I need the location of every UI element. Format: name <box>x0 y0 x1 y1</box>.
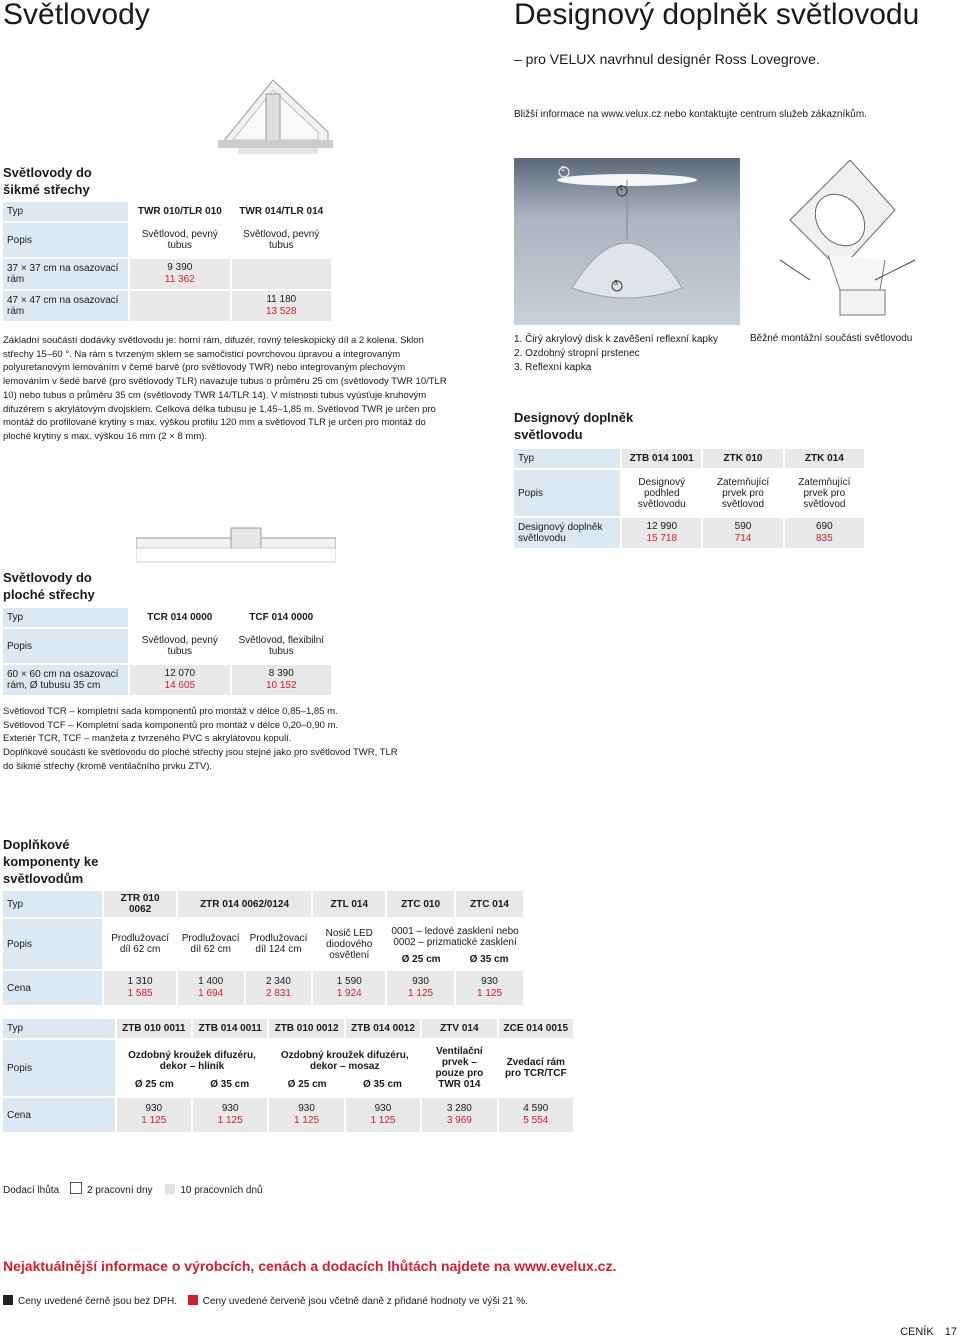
design-section-title: Designový doplněk světlovodu <box>514 410 634 442</box>
popis-label: Popis <box>514 470 620 516</box>
col-header: ZTR 014 0062/0124 <box>178 891 312 917</box>
size-label: Ø 25 cm <box>134 1078 174 1090</box>
right-subtitle: – pro VELUX navrhnul designér Ross Lovegrove. <box>514 51 820 67</box>
price-net: 2 340 <box>265 976 291 987</box>
cena-label: Cena <box>3 1098 115 1132</box>
price-net: 8 390 <box>268 668 294 679</box>
price-net: 930 <box>374 1103 392 1114</box>
text-line: Světlovod TCF – Kompletní sada komponentů pro montáž v délce 0,20–0,90 m. <box>3 719 339 731</box>
price-gross: 1 924 <box>336 988 362 999</box>
product-description: Světlovod, pevný tubus <box>130 629 229 663</box>
price-gross: 1 125 <box>294 1115 320 1126</box>
callout-1: 1 <box>619 185 623 192</box>
product-description: Zvedací rám pro TCR/TCF <box>499 1040 573 1096</box>
size-label: Ø 25 cm <box>287 1078 327 1090</box>
price-gross: 835 <box>815 533 833 544</box>
price-net: 930 <box>412 976 429 987</box>
size-label: 60 × 60 cm na osazovací rám, Ø tubusu 35 cm <box>3 665 128 695</box>
product-description: Prodlužovací díl 124 cm <box>246 919 312 969</box>
price-gross: 2 831 <box>265 988 291 999</box>
text-line: do šikmé střechy (kromě ventilačního prvku ZTV). <box>3 760 213 772</box>
price-gross: 3 969 <box>446 1115 472 1126</box>
page-footer <box>900 1326 957 1338</box>
col-header: ZTV 014 <box>422 1019 496 1038</box>
flat-roof-illustration <box>136 526 336 566</box>
flat-price-table <box>1 606 333 697</box>
price-gross: 1 125 <box>141 1115 167 1126</box>
price-net: 930 <box>481 976 498 987</box>
col-header: ZTB 014 1001 <box>622 449 701 468</box>
price-net: 1 590 <box>336 976 362 987</box>
price-net: 4 590 <box>523 1103 549 1114</box>
price-notes <box>3 1295 528 1307</box>
price-note-red: Ceny uvedené červeně jsou včetně daně z přidané hodnoty ve výši 21 %. <box>202 1296 528 1307</box>
tube-illustration <box>780 160 920 330</box>
product-description: Světlovod, flexibilní tubus <box>232 629 331 663</box>
col-header: TCF 014 0000 <box>232 608 331 627</box>
flat-description-text <box>3 705 448 774</box>
price-gross: 1 125 <box>477 988 503 999</box>
product-description: Ventilační prvek – pouze pro TWR 014 <box>422 1040 496 1096</box>
size-label: Ø 25 cm <box>401 954 441 965</box>
col-header: TWR 014/TLR 014 <box>232 202 331 221</box>
col-header: ZTR 010 0062 <box>104 891 175 917</box>
black-square-icon <box>3 1295 13 1305</box>
components-table-2 <box>1 1017 575 1134</box>
right-page-title: Designový doplněk světlovodu <box>514 0 920 31</box>
price-gross: 5 554 <box>523 1115 549 1126</box>
common-parts-label: Běžné montážní součásti světlovodu <box>750 333 913 344</box>
price-net: 930 <box>298 1103 315 1114</box>
popis-label: Popis <box>3 1040 115 1096</box>
col-header: ZTB 014 0012 <box>346 1019 420 1038</box>
col-header: TCR 014 0000 <box>130 608 229 627</box>
price-gross: 14 605 <box>164 680 196 691</box>
price-net: 1 310 <box>127 976 153 987</box>
price-gross: 1 125 <box>217 1115 243 1126</box>
price-gross: 13 528 <box>265 306 297 317</box>
col-header: ZTB 010 0012 <box>269 1019 343 1038</box>
product-description: Světlovod, pevný tubus <box>232 223 331 257</box>
legend-swatch-grey <box>165 1184 175 1194</box>
product-description: Světlovod, pevný tubus <box>130 223 229 257</box>
product-description: Zatemňující prvek pro světlovod <box>703 470 782 516</box>
parts-item: 3. Reflexní kapka <box>514 362 592 373</box>
text-line: Světlovod TCR – kompletní sada komponentů pro montáž v délce 0,85–1,85 m. <box>3 706 338 717</box>
price-net: 930 <box>145 1103 163 1114</box>
design-photo <box>514 158 740 325</box>
page-label: CENÍK <box>900 1326 934 1338</box>
popis-label: Popis <box>3 919 102 969</box>
col-header: TWR 010/TLR 010 <box>130 202 229 221</box>
text-line: Exteriér TCR, TCF – manžeta z tvrzeného PVC s akrylátovou kopulí. <box>3 733 292 745</box>
sloped-price-table <box>1 200 333 323</box>
col-header: ZTB 014 0011 <box>193 1019 267 1038</box>
typ-label: Typ <box>3 608 128 627</box>
price-net: 12 990 <box>646 521 678 532</box>
footer-note: Nejaktuálnější informace o výrobcích, cenách a dodacích lhůtách najdete na www.evelux.cz. <box>3 1258 617 1274</box>
col-header: ZTK 014 <box>785 449 864 468</box>
col-header: ZTL 014 <box>313 891 385 917</box>
page-number: 17 <box>944 1326 957 1338</box>
red-square-icon <box>188 1295 198 1305</box>
price-gross: 714 <box>734 533 752 544</box>
legend-item: 2 pracovní dny <box>86 1185 153 1196</box>
parts-item: 1. Čirý akrylový disk k zavěšení reflexní kapky <box>514 334 718 345</box>
components-section-title: Doplňkové komponenty ke světlovodům <box>3 837 99 886</box>
design-parts-list <box>514 333 718 375</box>
delivery-legend <box>3 1182 263 1196</box>
price-net: 1 400 <box>198 976 224 987</box>
price-gross: 1 694 <box>198 988 224 999</box>
price-gross: 1 125 <box>370 1115 396 1126</box>
price-net: 3 280 <box>446 1103 472 1114</box>
legend-item: 10 pracovních dnů <box>180 1185 263 1196</box>
typ-label: Typ <box>3 202 128 221</box>
popis-label: Popis <box>3 629 128 663</box>
product-description: Nosič LED diodového osvětlení <box>313 919 385 969</box>
design-price-table <box>512 447 866 550</box>
product-description: Prodlužovací díl 62 cm <box>178 919 244 969</box>
col-header: ZTB 010 0011 <box>117 1019 191 1038</box>
sloped-description-text: Základní součástí dodávky světlovodu je: horní rám, difuzér, rovný teleskopický díl a 2 kolena. Sklon střechy 15–60 °. Na rám s tvrzeným sklem se samočisticí povrchovou úpravou a integrovaným polyuretanovým lemováním v černé barvě (pro světlovody TWR) nebo integrovaným plechovým lemováním v šedé barvě (pro světlovody TLR) navazuje tubus o průměru 25 cm (světlovody TWR 10/TLR 10) nebo tubus o průměru 35 cm (světlovody TWR 14/TLR 14). V místnosti tubus vyúsťuje kruhovým difuzérem s akrylátovým dvojsklem. Celková délka tubusu je 1,45–1,85 m. Světlovod TWR je určen pro montáž do profilované krytiny s max. výškou profilu 120 mm a světlovod TLR je určen pro montáž do ploché krytiny s max. výškou 16 mm (2 × 8 mm). <box>3 335 447 442</box>
row-label: Designový doplněk světlovodu <box>514 518 620 548</box>
cena-label: Cena <box>3 971 102 1005</box>
legend-swatch-white <box>70 1182 82 1194</box>
price-net: 12 070 <box>164 668 196 679</box>
price-net: 690 <box>815 521 833 532</box>
typ-label: Typ <box>3 891 102 917</box>
price-gross: 15 718 <box>646 533 678 544</box>
product-description: Zatemňující prvek pro světlovod <box>785 470 864 516</box>
typ-label: Typ <box>3 1019 115 1038</box>
popis-label: Popis <box>3 223 128 257</box>
legend-label: Dodací lhůta <box>3 1185 60 1196</box>
product-description: Prodlužovací díl 62 cm <box>104 919 175 969</box>
size-label: 37 × 37 cm na osazovací rám <box>3 259 128 289</box>
col-header: ZTC 010 <box>387 891 454 917</box>
price-gross: 1 585 <box>127 988 153 999</box>
text-line: Doplňkové součásti ke světlovodu do ploché střechy jsou stejné jako pro světlovod TWR, TLR <box>3 747 398 759</box>
parts-item: 2. Ozdobný stropní prstenec <box>514 348 640 359</box>
flat-section-title: Světlovody do ploché střechy <box>3 570 95 602</box>
size-label: Ø 35 cm <box>210 1078 250 1090</box>
right-info: Bližší informace na www.velux.cz nebo kontaktujte centrum služeb zákazníkům. <box>514 109 867 120</box>
price-net: 930 <box>221 1103 239 1114</box>
left-page-title: Světlovody <box>3 0 150 31</box>
ztc-description: 0001 – ledové zasklení nebo 0002 – prizmatické zasklení <box>387 923 523 951</box>
col-header: ZTK 010 <box>703 449 782 468</box>
sloped-section-title: Světlovody do šikmé střechy <box>3 165 92 197</box>
callout-2: 2 <box>561 166 565 173</box>
price-gross: 1 125 <box>408 988 434 999</box>
typ-label: Typ <box>514 449 620 468</box>
price-gross: 11 362 <box>164 274 195 285</box>
components-table-1 <box>1 889 525 1007</box>
price-gross: 10 152 <box>265 680 297 691</box>
price-net: 9 390 <box>167 262 193 273</box>
callout-3: 3 <box>614 280 618 287</box>
price-net: 11 180 <box>266 294 297 305</box>
size-label: Ø 35 cm <box>469 954 509 965</box>
ring-description: Ozdobný kroužek difuzéru, dekor – mosaz <box>280 1049 409 1072</box>
col-header: ZCE 014 0015 <box>499 1019 573 1038</box>
size-label: Ø 35 cm <box>363 1078 402 1090</box>
price-note-black: Ceny uvedené černě jsou bez DPH. <box>18 1296 177 1307</box>
ring-description: Ozdobný kroužek difuzéru, dekor – hliník <box>128 1049 256 1072</box>
product-description: Designový podhled světlovodu <box>622 470 701 516</box>
sloped-roof-illustration <box>218 72 338 162</box>
col-header: ZTC 014 <box>456 891 523 917</box>
price-net: 590 <box>734 521 752 532</box>
size-label: 47 × 47 cm na osazovací rám <box>3 291 128 321</box>
